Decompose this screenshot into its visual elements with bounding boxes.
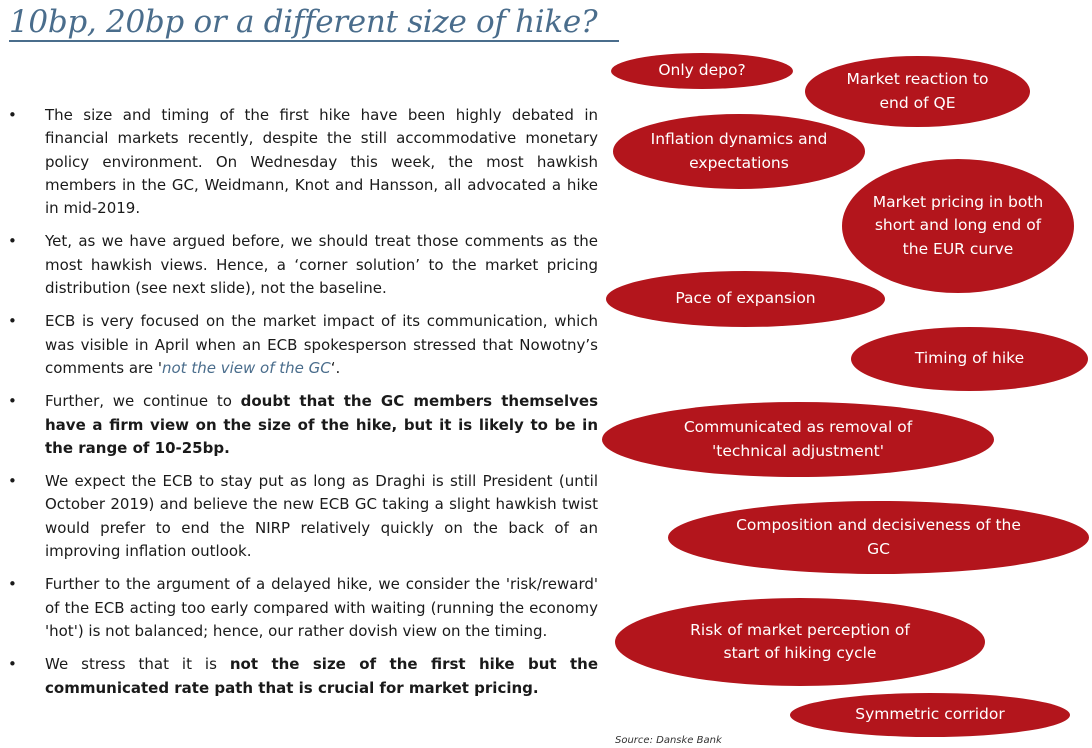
bullet-item-rate-path: [8, 653, 598, 700]
bullet-text: The size and timing of the first hike have been highly debated in financial markets recently, despite the still accommodative monetary policy environment. On Wednesday this week, the most hawkish members in the GC, Weidmann, Knot and Hansson, all advocated a hike in mid-2019.: [45, 106, 598, 218]
bullet-list: [8, 104, 598, 710]
bullet-dot-icon: •: [8, 575, 17, 594]
source-note: Source: Danske Bank: [615, 735, 722, 746]
bullet-text: ECB is very focused on the market impact of its communication, which was visible in April when an ECB spokesperson stressed that Nowotny’s comments are ': [45, 312, 598, 377]
bullet-item-market-impact: [8, 310, 598, 380]
bullet-dot-icon: •: [8, 312, 17, 331]
bubble-risk-market-perception: Risk of market perception of start of hiking cycle: [615, 598, 985, 686]
bullet-bold-text: not the size of the first hike but the communicated rate path that is crucial for market pricing.: [45, 655, 598, 697]
bubble-market-reaction-qe: Market reaction to end of QE: [805, 56, 1030, 127]
bullet-dot-icon: •: [8, 392, 17, 411]
bullet-item-firm-view: [8, 390, 598, 460]
bubble-technical-adjustment: Communicated as removal of 'technical adjustment': [602, 402, 994, 477]
bullet-text: Yet, as we have argued before, we should treat those comments as the most hawkish views. Hence, a ‘corner solution’ to the market pricing distribution (see next slide), not the baseline.: [45, 232, 598, 298]
bullet-item-hawkish-views: [8, 230, 598, 300]
quote-link[interactable]: not the view of the GC: [162, 358, 331, 377]
bullet-text: Further to the argument of a delayed hike, we consider the 'risk/reward' of the ECB acting too early compared with waiting (running the economy 'hot') is not balanced; hence, our rather dovish view on the timing.: [45, 575, 598, 640]
bubble-only-depo: Only depo?: [611, 53, 793, 89]
bubble-inflation-dynamics: Inflation dynamics and expectations: [613, 114, 865, 189]
bubble-symmetric-corridor: Symmetric corridor: [790, 693, 1070, 737]
bullet-text: We stress that it is: [45, 655, 230, 674]
bubble-pace-of-expansion: Pace of expansion: [606, 271, 885, 327]
bullet-item-draghi: [8, 470, 598, 563]
bullet-item-size-timing: [8, 104, 598, 220]
title-underline: [9, 40, 619, 42]
bubble-market-pricing-eur: Market pricing in both short and long end of the EUR curve: [842, 159, 1074, 293]
bullet-bold-text: doubt that the GC members themselves have a firm view on the size of the hike, but it is likely to be in the range of 10-25bp.: [45, 392, 598, 457]
bullet-item-risk-reward: [8, 573, 598, 643]
bullet-text-tail: ‘.: [330, 358, 341, 377]
bullet-dot-icon: •: [8, 655, 17, 674]
page-title: 10bp, 20bp or a different size of hike?: [9, 4, 598, 40]
bullet-dot-icon: •: [8, 106, 17, 124]
bubble-composition-gc: Composition and decisiveness of the GC: [668, 501, 1089, 574]
bubble-timing-of-hike: Timing of hike: [851, 327, 1088, 391]
bullet-text: Further, we continue to: [45, 392, 241, 411]
bullet-dot-icon: •: [8, 232, 17, 251]
bullet-text: We expect the ECB to stay put as long as Draghi is still President (until October 2019) and believe the new ECB GC taking a slight hawkish twist would prefer to end the NIRP relatively quickly on the back of an improving inflation outlook.: [45, 472, 598, 561]
bullet-dot-icon: •: [8, 472, 17, 491]
